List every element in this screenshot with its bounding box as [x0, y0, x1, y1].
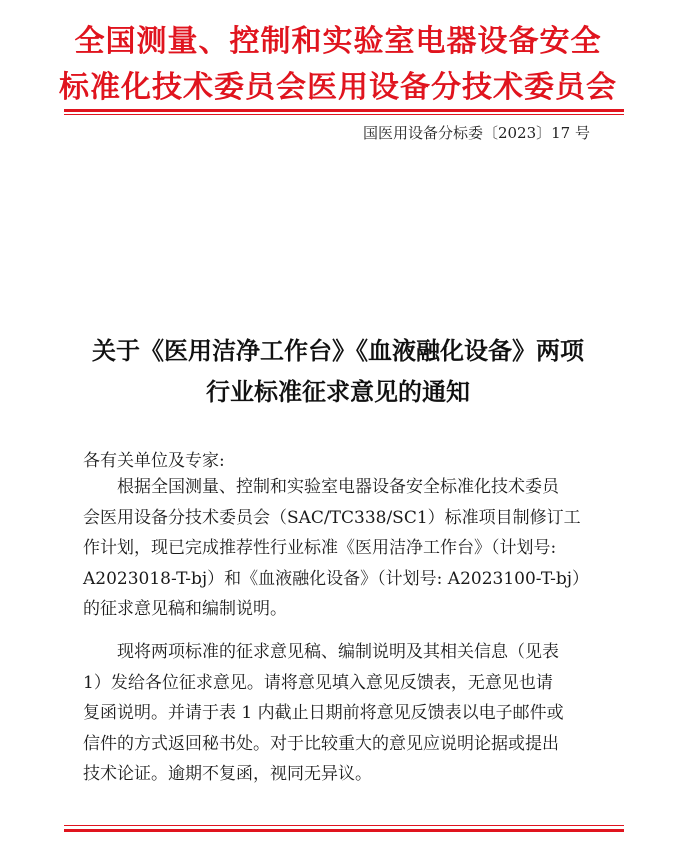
document-number: 国医用设备分标委〔2023〕17 号	[362, 124, 590, 142]
paragraph-line: 会医用设备分技术委员会（SAC/TC338/SC1）标准项目制修订工	[83, 507, 581, 528]
paragraph-line: 根据全国测量、控制和实验室电器设备安全标准化技术委员	[117, 477, 559, 497]
paragraph-line: 信件的方式返回秘书处。对于比较重大的意见应说明论据或提出	[83, 733, 559, 754]
notice-title-line-2: 行业标准征求意见的通知	[206, 377, 470, 406]
paragraph-line: 现将两项标准的征求意见稿、编制说明及其相关信息（见表	[117, 642, 559, 662]
footer-rule-thin	[64, 825, 624, 826]
paragraph-line: 的征求意见稿和编制说明。	[83, 599, 287, 619]
paragraph-line: A2023018-T-bj）和《血液融化设备》（计划号: A2023100-T-bj）	[83, 568, 589, 589]
paragraph-line: 作计划，现已完成推荐性行业标准《医用洁净工作台》（计划号:	[83, 538, 557, 558]
footer-rule-thick	[64, 829, 624, 832]
body-paragraph-2	[83, 637, 623, 790]
issuing-org-line-1: 全国测量、控制和实验室电器设备安全	[74, 24, 602, 59]
body-paragraph-1	[83, 472, 623, 625]
issuing-org-line-2: 标准化技术委员会医用设备分技术委员会	[59, 70, 617, 105]
paragraph-line: 1）发给各位征求意见。请将意见填入意见反馈表，无意见也请	[83, 672, 553, 693]
header-rule-thin	[64, 114, 624, 115]
notice-title-line-1: 关于《医用洁净工作台》《血液融化设备》两项	[92, 336, 584, 365]
paragraph-line: 技术论证。逾期不复函，视同无异议。	[83, 764, 372, 784]
salutation: 各有关单位及专家:	[83, 451, 225, 471]
paragraph-line: 复函说明。并请于表 1 内截止日期前将意见反馈表以电子邮件或	[83, 703, 564, 723]
header-rule-thick	[64, 109, 624, 112]
